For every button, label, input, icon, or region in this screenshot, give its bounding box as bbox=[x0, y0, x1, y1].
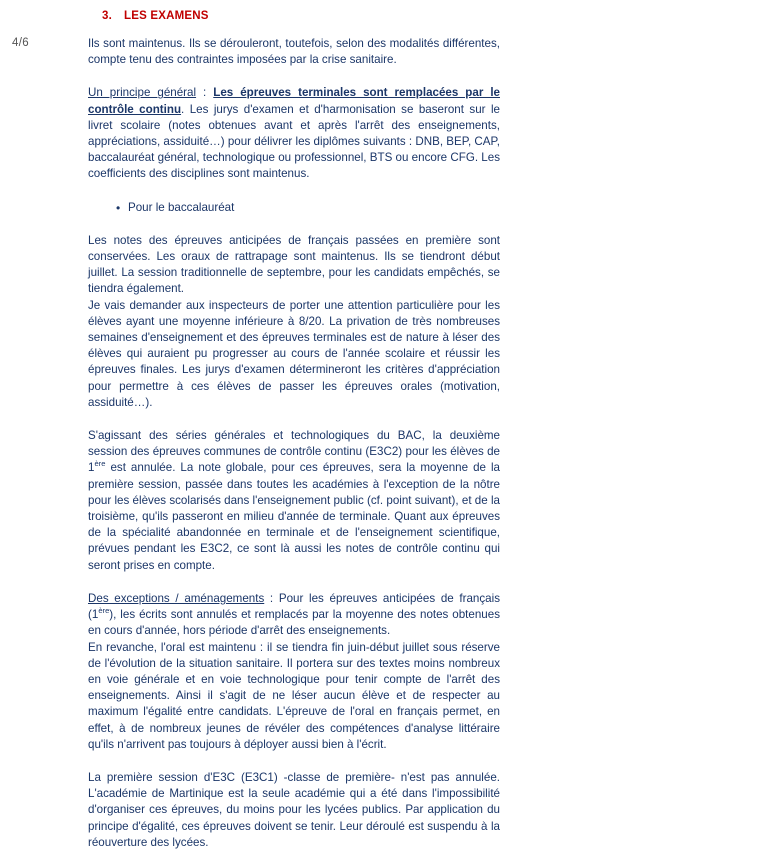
bullet-item-baccalaureat bbox=[116, 200, 500, 216]
bullet-dot-icon: • bbox=[116, 200, 121, 215]
exceptions-part1: Pour les épreuves anticipées de français (1 bbox=[88, 591, 500, 622]
document-body bbox=[88, 10, 500, 851]
paragraph-e3c1: La première session d'E3C (E3C1) -classe de première- n'est pas annulée. L'académie de Martinique est la seule académie qui a été dans l'impossibilité d'organiser ces épreuves, du moins pour les lycées publics. Par application du principe d'égalité, ces épreuves doivent se tenir. Leur déroulé est suspendu à la réouverture des lycées. bbox=[88, 770, 500, 849]
exceptions-separator: : bbox=[264, 591, 279, 605]
e3c2-part2: est annulée. La note globale, pour ces épreuves, sera la moyenne de la première session, passée dans toutes les académies à l'exception de la nôtre pour les élèves scolarisés dans l'enseignement public (cf. point suivant), et de la troisième, qu'ils passeront en milieu d'année de terminale. Quant aux épreuves de la spécialité abandonnée en terminale et de l'enseignement scientifique, prévues pendant les E3C2, ce sont là aussi les notes de contrôle continu qui seront prises en compte. bbox=[88, 461, 500, 572]
section-title: LES EXAMENS bbox=[124, 10, 209, 22]
paragraph-inspecteurs: Je vais demander aux inspecteurs de porter une attention particulière pour les élèves ayant une moyenne inférieure à 8/20. La privation de très nombreuses semaines d'enseignement et des épreuves terminales est de nature à léser des élèves qui auraient pu progresser au cours de l'année scolaire et réussir les épreuves finales. Les jurys d'examen détermineront les critères d'appréciation pour permettre à ces élèves de passer les épreuves orales (motivation, assiduité…). bbox=[88, 298, 500, 409]
section-heading bbox=[102, 10, 500, 22]
principle-separator: : bbox=[196, 86, 214, 100]
paragraph-notes-epreuves: Les notes des épreuves anticipées de français passées en première sont conservées. Les oraux de rattrapage sont maintenus. Ils se tiendront début juillet. La session traditionnelle de septembre, pour les candidats empêchés, se tiendra également. bbox=[88, 233, 500, 296]
exceptions-part2: ), les écrits sont annulés et remplacés par la moyenne des notes obtenues en cours d'année, hors période d'arrêt des enseignements. bbox=[88, 608, 500, 638]
bullet-label: Pour le baccalauréat bbox=[128, 200, 235, 214]
principle-bold-lead: Les épreuves terminales sont remplacées par le contrôle continu bbox=[88, 86, 500, 116]
exceptions-sup1: ère bbox=[98, 606, 110, 616]
paragraph-exceptions bbox=[88, 591, 500, 640]
paragraph-oral: En revanche, l'oral est maintenu : il se tiendra fin juin-début juillet sous réserve de l'évolution de la situation sanitaire. Il portera sur des textes moins nombreux en voie générale et en voie technologique pour tenir compte de l'arrêt des enseignements. Ainsi il s'agit de ne léser aucun élève et de respecter au maximum l'égalité entre candidats. L'épreuve de l'oral en français permet, en effet, à de nombreux jeunes de révéler des compétences d'analyse littéraire qu'ils n'arrivent pas toujours à déployer aussi bien à l'écrit. bbox=[88, 640, 500, 751]
page-number: 4/6 bbox=[12, 37, 29, 49]
e3c2-part1: S'agissant des séries générales et technologiques du BAC, la deuxième session des épreuves communes de contrôle continu (E3C2) pour les élèves de 1 bbox=[88, 429, 500, 475]
paragraph-e3c2 bbox=[88, 428, 500, 574]
principle-label: Un principe général bbox=[88, 86, 197, 100]
e3c2-sup1: ère bbox=[94, 459, 106, 469]
principle-paragraph bbox=[88, 85, 500, 182]
exceptions-label: Des exceptions / aménagements bbox=[88, 591, 265, 605]
intro-paragraph: Ils sont maintenus. Ils se dérouleront, toutefois, selon des modalités différentes, compte tenu des contraintes imposées par la crise sanitaire. bbox=[88, 37, 500, 67]
section-number: 3. bbox=[102, 10, 112, 22]
principle-rest: . Les jurys d'examen et d'harmonisation se baseront sur le livret scolaire (notes obtenues avant et après l'arrêt des enseignements, appréciations, assiduité…) pour délivrer les diplômes suivants : DNB, BEP, CAP, baccalauréat général, technologique ou professionnel, BTS ou encore CFG. Les coefficients des disciplines sont maintenus. bbox=[88, 102, 500, 181]
